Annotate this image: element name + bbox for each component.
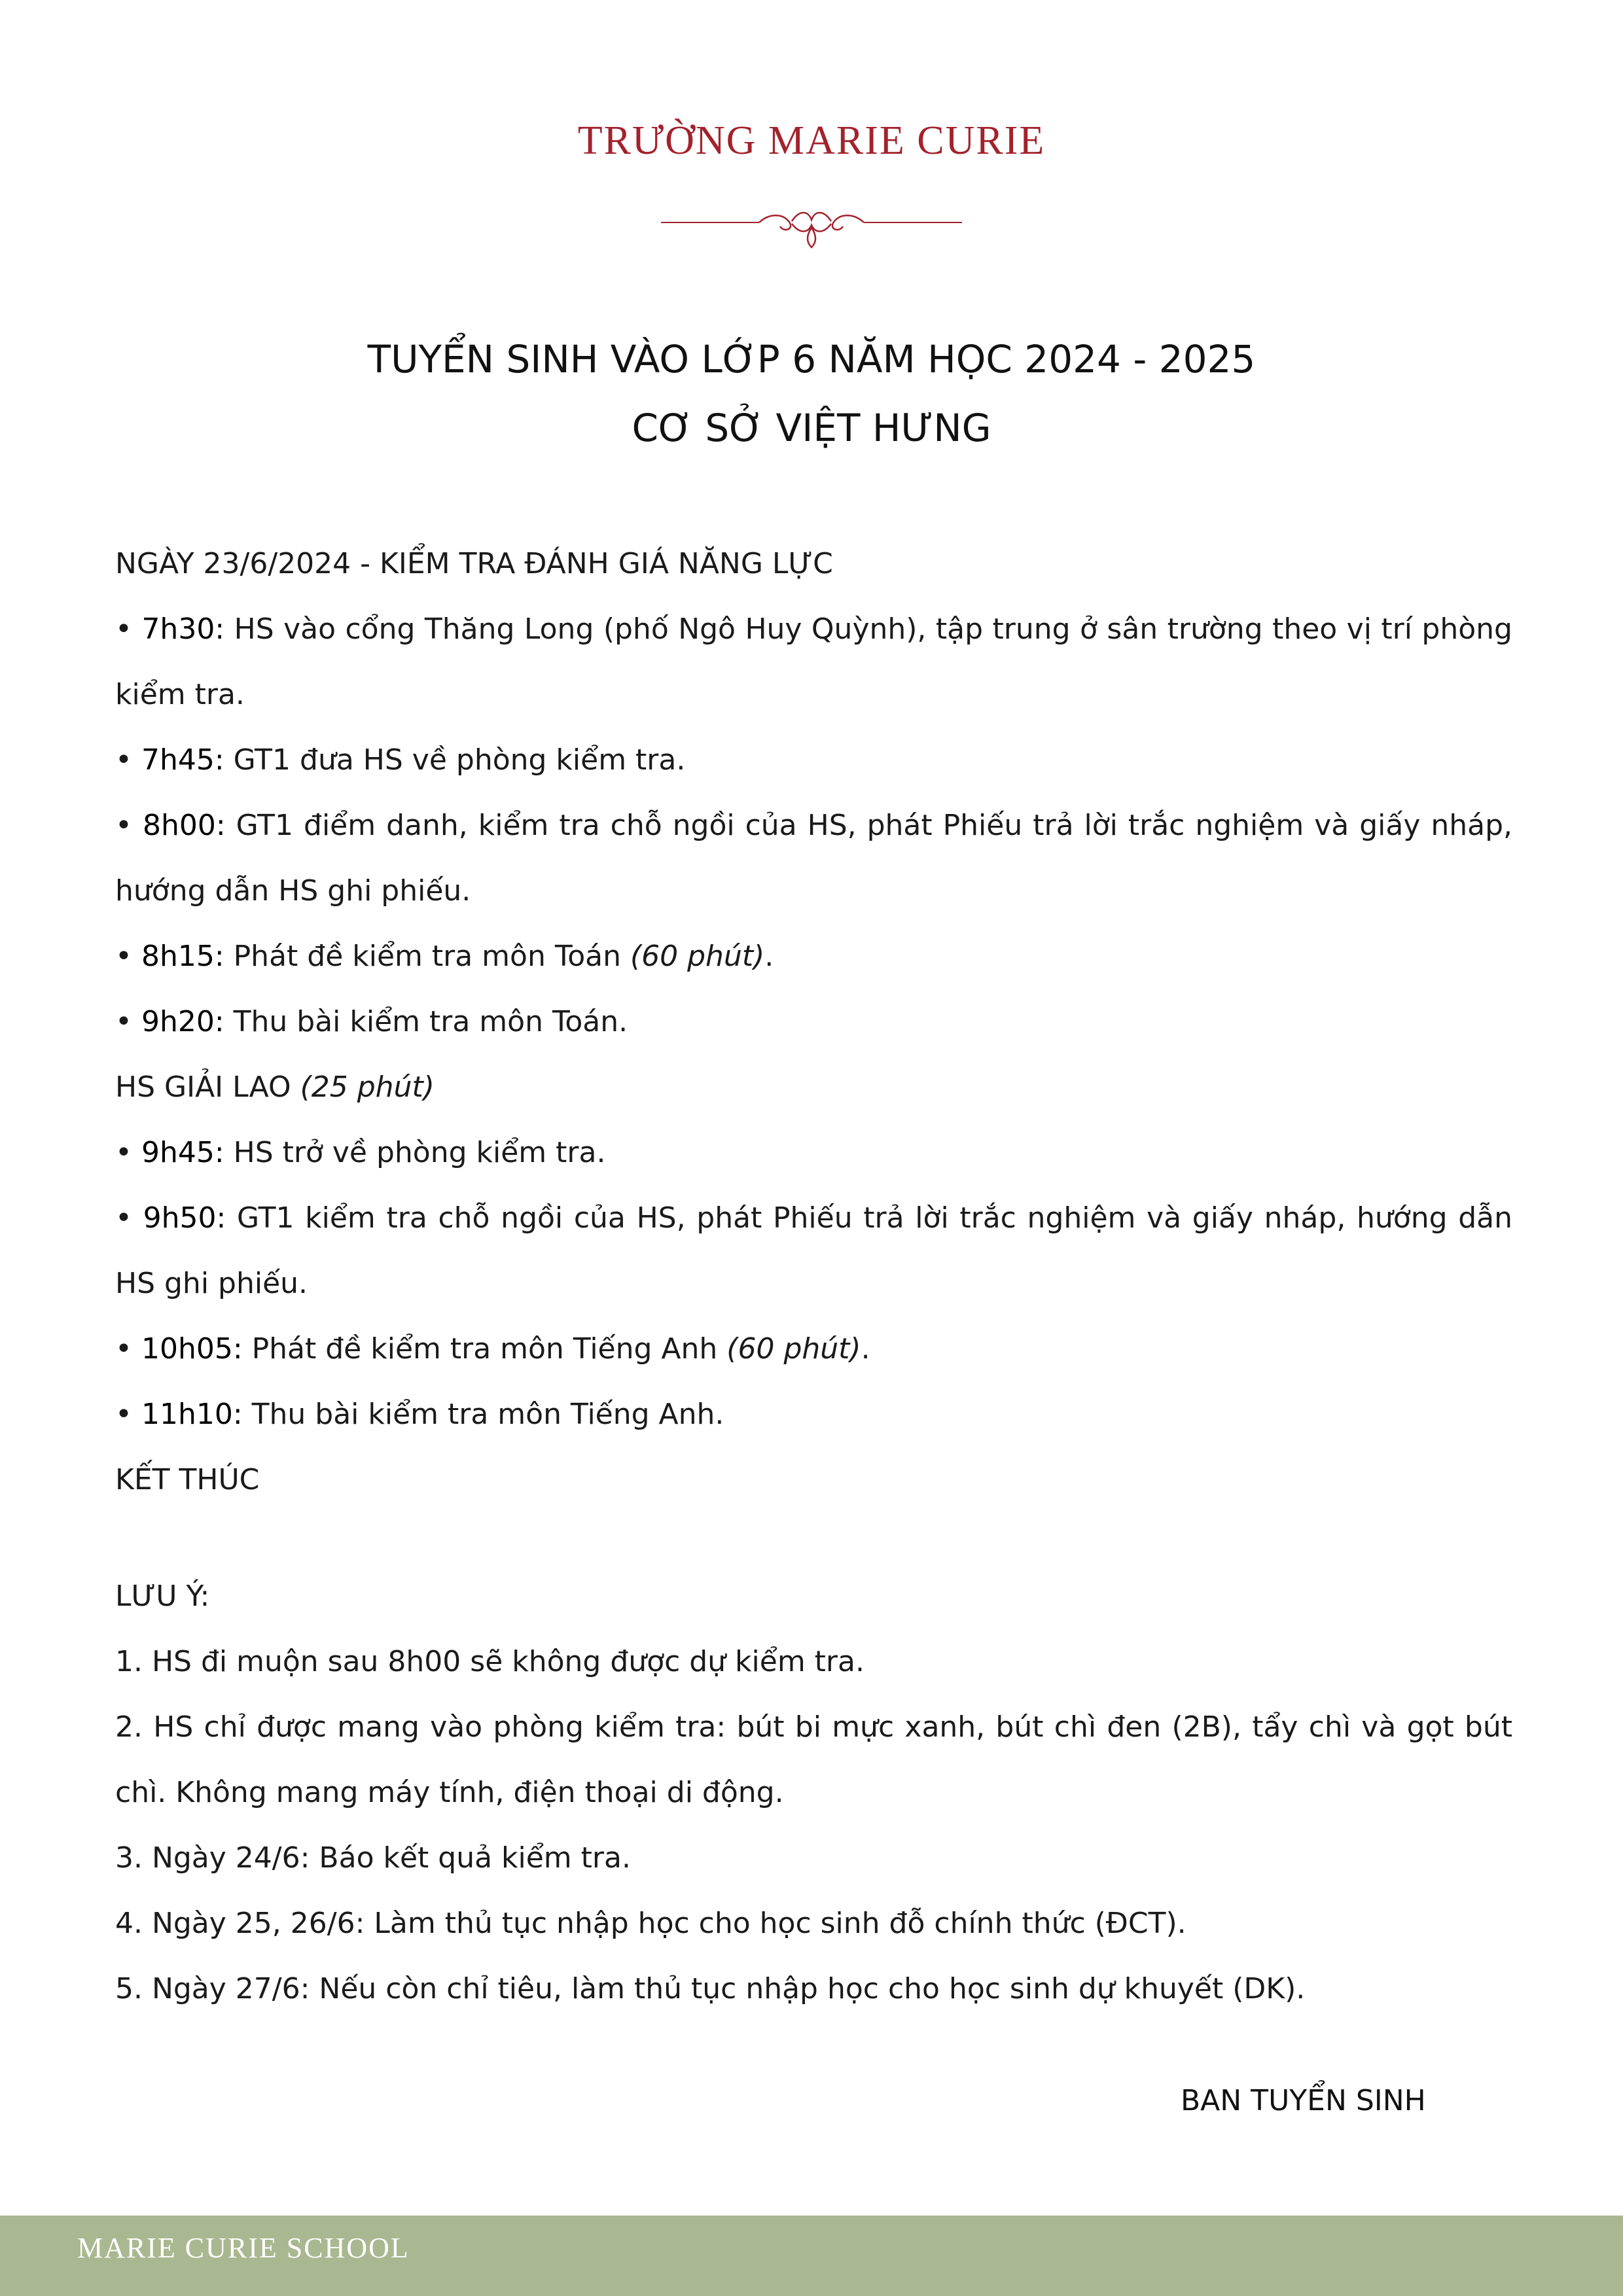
punctuation: . — [764, 940, 774, 973]
schedule-item: • 9h45: HS trở về phòng kiểm tra. — [115, 1136, 606, 1169]
schedule-end: KẾT THÚC — [115, 1463, 260, 1496]
duration-note: (60 phút) — [726, 1332, 861, 1366]
note-item: 5. Ngày 27/6: Nếu còn chỉ tiêu, làm thủ tục nhập học cho học sinh dự khuyết (DK). — [115, 1972, 1306, 2005]
notes-heading: LƯU Ý: — [115, 1580, 210, 1613]
schedule-item: • 10h05: Phát đề kiểm tra môn Tiếng Anh (60 phút). — [115, 1332, 870, 1366]
schedule-text: HS trở về phòng kiểm tra. — [224, 1136, 606, 1169]
schedule-time: 9h20: — [141, 1005, 224, 1038]
schedule-time: 7h30: — [141, 612, 225, 646]
duration-note: (60 phút) — [630, 940, 765, 973]
schedule-text: Thu bài kiểm tra môn Toán. — [224, 1005, 628, 1038]
schedule-text: GT1 đưa HS về phòng kiểm tra. — [224, 743, 686, 777]
document-subtitle: CƠ SỞ VIỆT HƯNG — [632, 406, 991, 450]
note-item: 2. HS chỉ được mang vào phòng kiểm tra: bút bi mực xanh, bút chì đen (2B), tẩy chì và gọt bút chì. Không mang máy tính, điện thoại di động. — [115, 1710, 1512, 1809]
document-title: TUYỂN SINH VÀO LỚP 6 NĂM HỌC 2024 - 2025 — [367, 337, 1256, 381]
schedule-time: 9h50: — [143, 1201, 226, 1235]
schedule-item: • 8h15: Phát đề kiểm tra môn Toán (60 phút). — [115, 940, 774, 973]
schedule-text: GT1 điểm danh, kiểm tra chỗ ngồi của HS, phát Phiếu trả lời trắc nghiệm và giấy nháp, hướng dẫn HS ghi phiếu. — [115, 809, 1512, 908]
ornament-divider — [661, 202, 962, 254]
footer-bar — [0, 2216, 1623, 2296]
schedule-time: 8h15: — [141, 940, 224, 973]
schedule-item: • 7h30: HS vào cổng Thăng Long (phố Ngô Huy Quỳnh), tập trung ở sân trường theo vị trí phòng kiểm tra. — [115, 612, 1512, 711]
break-duration: (25 phút) — [300, 1070, 435, 1104]
note-item: 1. HS đi muộn sau 8h00 sẽ không được dự kiểm tra. — [115, 1645, 865, 1678]
notes-section — [115, 1564, 1512, 2022]
footer-school-name: MARIE CURIE SCHOOL — [77, 2232, 410, 2264]
note-item: 4. Ngày 25, 26/6: Làm thủ tục nhập học cho học sinh đỗ chính thức (ĐCT). — [115, 1907, 1186, 1940]
schedule-text: HS vào cổng Thăng Long (phố Ngô Huy Quỳnh), tập trung ở sân trường theo vị trí phòng kiểm tra. — [115, 612, 1512, 711]
schedule-time: 11h10: — [141, 1398, 243, 1431]
schedule-item: • 8h00: GT1 điểm danh, kiểm tra chỗ ngồi của HS, phát Phiếu trả lời trắc nghiệm và giấy nháp, hướng dẫn HS ghi phiếu. — [115, 809, 1512, 908]
signature: BAN TUYỂN SINH — [1181, 2084, 1426, 2117]
break-label: HS GIẢI LAO — [115, 1070, 300, 1104]
schedule-item: • 11h10: Thu bài kiểm tra môn Tiếng Anh. — [115, 1398, 724, 1431]
note-item: 3. Ngày 24/6: Báo kết quả kiểm tra. — [115, 1841, 631, 1875]
schedule-item: • 9h50: GT1 kiểm tra chỗ ngồi của HS, phát Phiếu trả lời trắc nghiệm và giấy nháp, hướng dẫn HS ghi phiếu. — [115, 1201, 1512, 1300]
schedule-time: 7h45: — [141, 743, 224, 777]
schedule-heading: NGÀY 23/6/2024 - KIỂM TRA ĐÁNH GIÁ NĂNG LỰC — [115, 547, 833, 580]
school-name: TRƯỜNG MARIE CURIE — [577, 118, 1046, 163]
punctuation: . — [861, 1332, 870, 1366]
schedule-item: • 9h20: Thu bài kiểm tra môn Toán. — [115, 1005, 628, 1038]
schedule-time: 10h05: — [141, 1332, 243, 1366]
schedule-time: 9h45: — [141, 1136, 224, 1169]
schedule-time: 8h00: — [142, 809, 226, 842]
schedule-text: GT1 kiểm tra chỗ ngồi của HS, phát Phiếu trả lời trắc nghiệm và giấy nháp, hướng dẫn HS ghi phiếu. — [115, 1201, 1512, 1300]
schedule-section — [115, 531, 1512, 1513]
schedule-text: Thu bài kiểm tra môn Tiếng Anh. — [242, 1398, 724, 1431]
schedule-text: Phát đề kiểm tra môn Tiếng Anh — [242, 1332, 727, 1366]
break-line — [115, 1055, 1512, 1120]
schedule-item: • 7h45: GT1 đưa HS về phòng kiểm tra. — [115, 743, 686, 777]
schedule-text: Phát đề kiểm tra môn Toán — [224, 940, 630, 973]
